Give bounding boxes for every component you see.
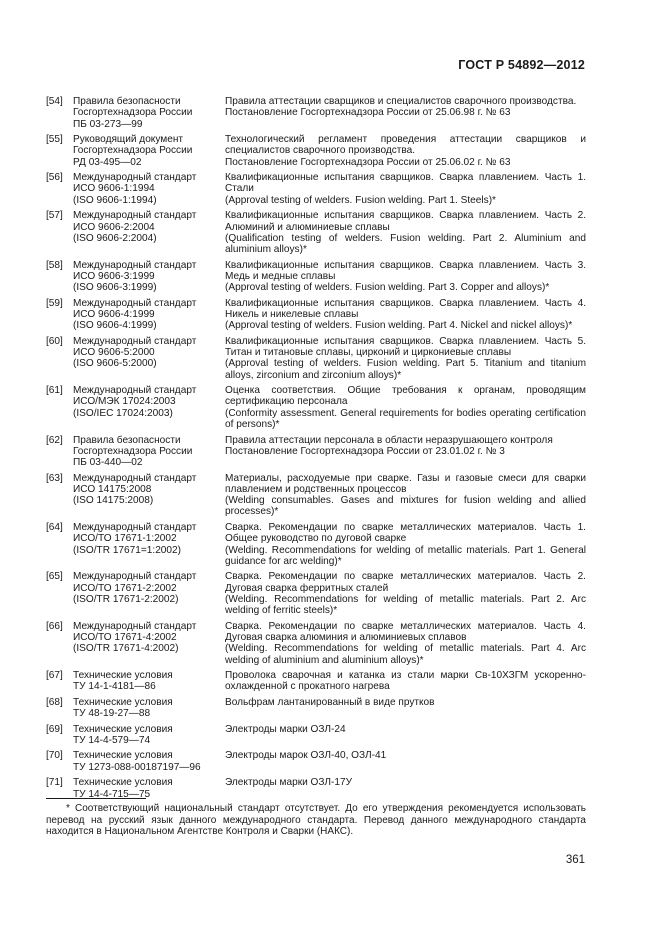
- reference-source: [73, 134, 225, 168]
- source-line: ИСО/ТО 17671-4:2002: [73, 632, 177, 644]
- description-line: Правила аттестации персонала в области неразрушающего контроля: [225, 434, 553, 446]
- reference-list: [46, 96, 586, 804]
- source-line: ИСО 9606-3:1999: [73, 270, 155, 282]
- source-line: (ISO 9606-1:1994): [73, 194, 157, 206]
- source-line: Международный стандарт: [73, 571, 197, 583]
- reference-item: [46, 134, 586, 168]
- reference-source: [73, 172, 225, 206]
- description-line: Сварка. Рекомендации по сварке металлических материалов. Часть 1. Общее руководство по дуговой сварке: [225, 521, 586, 545]
- source-line: ПБ 03-273—99: [73, 118, 143, 130]
- source-line: Госгортехнадзора России: [73, 445, 193, 457]
- description-line: (Welding consumables. Gases and mixtures for fusion welding and allied processes)*: [225, 495, 586, 518]
- source-line: ТУ 14-4-579—74: [73, 734, 151, 746]
- description-line: (Approval testing of welders. Fusion welding. Part 3. Copper and alloys)*: [225, 282, 550, 294]
- reference-source: [73, 385, 225, 430]
- reference-item: [46, 210, 586, 255]
- source-line: Технические условия: [73, 750, 173, 762]
- reference-description: [225, 134, 586, 168]
- reference-number: [69]: [46, 723, 63, 735]
- source-line: Международный стандарт: [73, 335, 197, 347]
- description-line: Квалификационные испытания сварщиков. Сварка плавлением. Часть 5. Титан и титановые сплавы, цирконий и циркониевые сплавы: [225, 335, 586, 359]
- reference-number: [65]: [46, 571, 63, 583]
- reference-number: [64]: [46, 521, 63, 533]
- source-line: Международный стандарт: [73, 297, 197, 309]
- document-code: ГОСТ Р 54892—2012: [458, 58, 585, 72]
- reference-number: [55]: [46, 134, 63, 146]
- reference-description: [225, 260, 586, 294]
- source-line: ИСО 9606-2:2004: [73, 221, 155, 233]
- reference-source: [73, 522, 225, 567]
- reference-source: [73, 621, 225, 666]
- source-line: Технические условия: [73, 670, 173, 682]
- footnote: * Соответствующий национальный стандарт отсутствует. До его утверждения рекомендуется использовать перевод на русский язык данного международного стандарта. Перевод данного международного стандарта находится в Национальном Агентстве Контроля и Сварки (НАКС).: [46, 803, 586, 838]
- reference-item: [46, 777, 586, 800]
- reference-description: [225, 210, 586, 255]
- reference-item: [46, 172, 586, 206]
- description-line: (Welding. Recommendations for welding of metallic materials. Part 4. Arc welding of aluminium and aluminium alloys)*: [225, 643, 586, 666]
- description-line: (Approval testing of welders. Fusion welding. Part 5. Titanium and titanium alloys, zirconium and zirconium alloys)*: [225, 358, 586, 381]
- source-line: Технические условия: [73, 696, 173, 708]
- description-line: Проволока сварочная и катанка из стали марки Св-10ХЗГМ ускоренно-охлажденной с прокатного нагрева: [225, 670, 586, 693]
- reference-source: [73, 336, 225, 381]
- reference-number: [71]: [46, 777, 63, 789]
- description-line: Электроды марок ОЗЛ-40, ОЗЛ-41: [225, 750, 387, 762]
- reference-source: [73, 298, 225, 332]
- source-line: (ISO/IEC 17024:2003): [73, 407, 173, 419]
- source-line: ТУ 48-19-27—88: [73, 708, 151, 720]
- source-line: РД 03-495—02: [73, 156, 142, 168]
- reference-description: [225, 697, 586, 720]
- description-line: Электроды марки ОЗЛ-17У: [225, 777, 353, 789]
- source-line: Технические условия: [73, 777, 173, 789]
- reference-item: [46, 260, 586, 294]
- description-line: (Approval testing of welders. Fusion welding. Part 1. Steels)*: [225, 194, 496, 206]
- reference-source: [73, 260, 225, 294]
- reference-item: [46, 96, 586, 130]
- source-line: Правила безопасности: [73, 434, 181, 446]
- reference-item: [46, 621, 586, 666]
- reference-item: [46, 385, 586, 430]
- reference-number: [56]: [46, 172, 63, 184]
- reference-source: [73, 697, 225, 720]
- source-line: ИСО 9606-4:1999: [73, 308, 155, 320]
- source-line: Международный стандарт: [73, 472, 197, 484]
- reference-description: [225, 336, 586, 381]
- source-line: Международный стандарт: [73, 172, 197, 184]
- reference-description: [225, 298, 586, 332]
- reference-description: [225, 385, 586, 430]
- reference-item: [46, 298, 586, 332]
- source-line: ИСО 9606-5:2000: [73, 347, 155, 359]
- source-line: (ISO 9606-2:2004): [73, 232, 157, 244]
- description-line: (Welding. Recommendations for welding of metallic materials. Part 1. General guidance for arc welding)*: [225, 544, 586, 567]
- reference-description: [225, 96, 586, 130]
- reference-item: [46, 750, 586, 773]
- source-line: ИСО 14175:2008: [73, 483, 152, 495]
- source-line: Международный стандарт: [73, 210, 197, 222]
- description-line: Постановление Госгортехнадзора России от 25.06.98 г. № 63: [225, 107, 511, 119]
- reference-source: [73, 96, 225, 130]
- source-line: ИСО 9606-1:1994: [73, 183, 155, 195]
- reference-number: [62]: [46, 434, 63, 446]
- description-line: Квалификационные испытания сварщиков. Сварка плавлением. Часть 4. Никель и никелевые сплавы: [225, 297, 586, 320]
- source-line: Руководящий документ: [73, 134, 184, 146]
- source-line: (ISO/TR 17671-2:2002): [73, 593, 179, 605]
- source-line: ТУ 14-4-715—75: [73, 788, 151, 800]
- reference-source: [73, 473, 225, 518]
- reference-description: [225, 435, 586, 469]
- source-line: (ISO 9606-4:1999): [73, 320, 157, 332]
- reference-number: [70]: [46, 750, 63, 762]
- reference-source: [73, 750, 225, 773]
- description-line: Постановление Госгортехнадзора России от 25.06.02 г. № 63: [225, 156, 511, 168]
- description-line: Постановление Госгортехнадзора России от 23.01.02 г. № 3: [225, 445, 505, 457]
- reference-source: [73, 571, 225, 616]
- description-line: Квалификационные испытания сварщиков. Сварка плавлением. Часть 2. Алюминий и алюминиевые сплавы: [225, 210, 586, 233]
- source-line: (ISO/TR 17671=1:2002): [73, 544, 182, 556]
- description-line: Вольфрам лантанированный в виде прутков: [225, 696, 435, 708]
- source-line: Технические условия: [73, 723, 173, 735]
- reference-source: [73, 210, 225, 255]
- page-number: 361: [565, 854, 585, 866]
- source-line: Международный стандарт: [73, 521, 197, 533]
- reference-number: [59]: [46, 297, 63, 309]
- reference-number: [63]: [46, 472, 63, 484]
- source-line: (ISO 9606-3:1999): [73, 282, 157, 294]
- description-line: Квалификационные испытания сварщиков. Сварка плавлением. Часть 3. Медь и медные сплавы: [225, 259, 586, 282]
- reference-source: [73, 777, 225, 800]
- reference-description: [225, 473, 586, 518]
- source-line: ТУ 14-1-4181—86: [73, 681, 156, 693]
- reference-number: [68]: [46, 696, 63, 708]
- reference-item: [46, 336, 586, 381]
- reference-item: [46, 473, 586, 518]
- reference-description: [225, 522, 586, 567]
- source-line: Госгортехнадзора России: [73, 107, 193, 119]
- reference-number: [61]: [46, 385, 63, 397]
- reference-description: [225, 777, 586, 800]
- description-line: Технологический регламент проведения аттестации сварщиков и специалистов сварочного производства.: [225, 134, 586, 157]
- source-line: ИСО/ТО 17671-2:2002: [73, 582, 177, 594]
- description-line: Сварка. Рекомендации по сварке металлических материалов. Часть 2. Дуговая сварка ферритных сталей: [225, 571, 586, 594]
- description-line: (Welding. Recommendations for welding of metallic materials. Part 2. Arc welding of ferritic steels)*: [225, 593, 586, 617]
- description-line: (Conformity assessment. General requirements for bodies operating certification of persons)*: [225, 407, 586, 431]
- source-line: Правила безопасности: [73, 96, 181, 107]
- reference-number: [57]: [46, 210, 63, 222]
- description-line: (Qualification testing of welders. Fusion welding. Part 2. Aluminium and aluminium alloys)*: [225, 232, 586, 256]
- reference-number: [67]: [46, 670, 63, 682]
- reference-description: [225, 172, 586, 206]
- source-line: Международный стандарт: [73, 620, 197, 632]
- reference-item: [46, 522, 586, 567]
- source-line: Международный стандарт: [73, 259, 197, 271]
- footnote-divider: [46, 798, 146, 799]
- source-line: ИСО/МЭК 17024:2003: [73, 396, 176, 408]
- description-line: Правила аттестации сварщиков и специалистов сварочного производства.: [225, 96, 577, 107]
- source-line: (ISO 14175:2008): [73, 495, 154, 507]
- source-line: Госгортехнадзора России: [73, 145, 193, 157]
- source-line: (ISO 9606-5:2000): [73, 358, 157, 370]
- source-line: ПБ 03-440—02: [73, 457, 143, 469]
- reference-number: [60]: [46, 335, 63, 347]
- reference-source: [73, 670, 225, 693]
- description-line: Сварка. Рекомендации по сварке металлических материалов. Часть 4. Дуговая сварка алюминия и алюминиевых сплавов: [225, 620, 586, 644]
- description-line: Электроды марки ОЗЛ-24: [225, 723, 346, 735]
- reference-number: [54]: [46, 96, 63, 107]
- reference-source: [73, 724, 225, 747]
- source-line: ИСО/ТО 17671-1:2002: [73, 533, 177, 545]
- description-line: Квалификационные испытания сварщиков. Сварка плавлением. Часть 1. Стали: [225, 172, 586, 195]
- reference-description: [225, 670, 586, 693]
- source-line: ТУ 1273-088-00187197—96: [73, 761, 201, 773]
- reference-item: [46, 724, 586, 747]
- source-line: (ISO/TR 17671-4:2002): [73, 643, 179, 655]
- reference-item: [46, 435, 586, 469]
- reference-description: [225, 621, 586, 666]
- reference-description: [225, 571, 586, 616]
- reference-number: [66]: [46, 620, 63, 632]
- description-line: Оценка соответствия. Общие требования к органам, проводящим сертификацию персонала: [225, 385, 586, 408]
- reference-description: [225, 724, 586, 747]
- description-line: (Approval testing of welders. Fusion welding. Part 4. Nickel and nickel alloys)*: [225, 320, 573, 332]
- reference-item: [46, 697, 586, 720]
- reference-description: [225, 750, 586, 773]
- description-line: Материалы, расходуемые при сварке. Газы и газовые смеси для сварки плавлением и родственных процессов: [225, 472, 586, 495]
- reference-item: [46, 670, 586, 693]
- reference-item: [46, 571, 586, 616]
- source-line: Международный стандарт: [73, 385, 197, 397]
- reference-source: [73, 435, 225, 469]
- reference-number: [58]: [46, 259, 63, 271]
